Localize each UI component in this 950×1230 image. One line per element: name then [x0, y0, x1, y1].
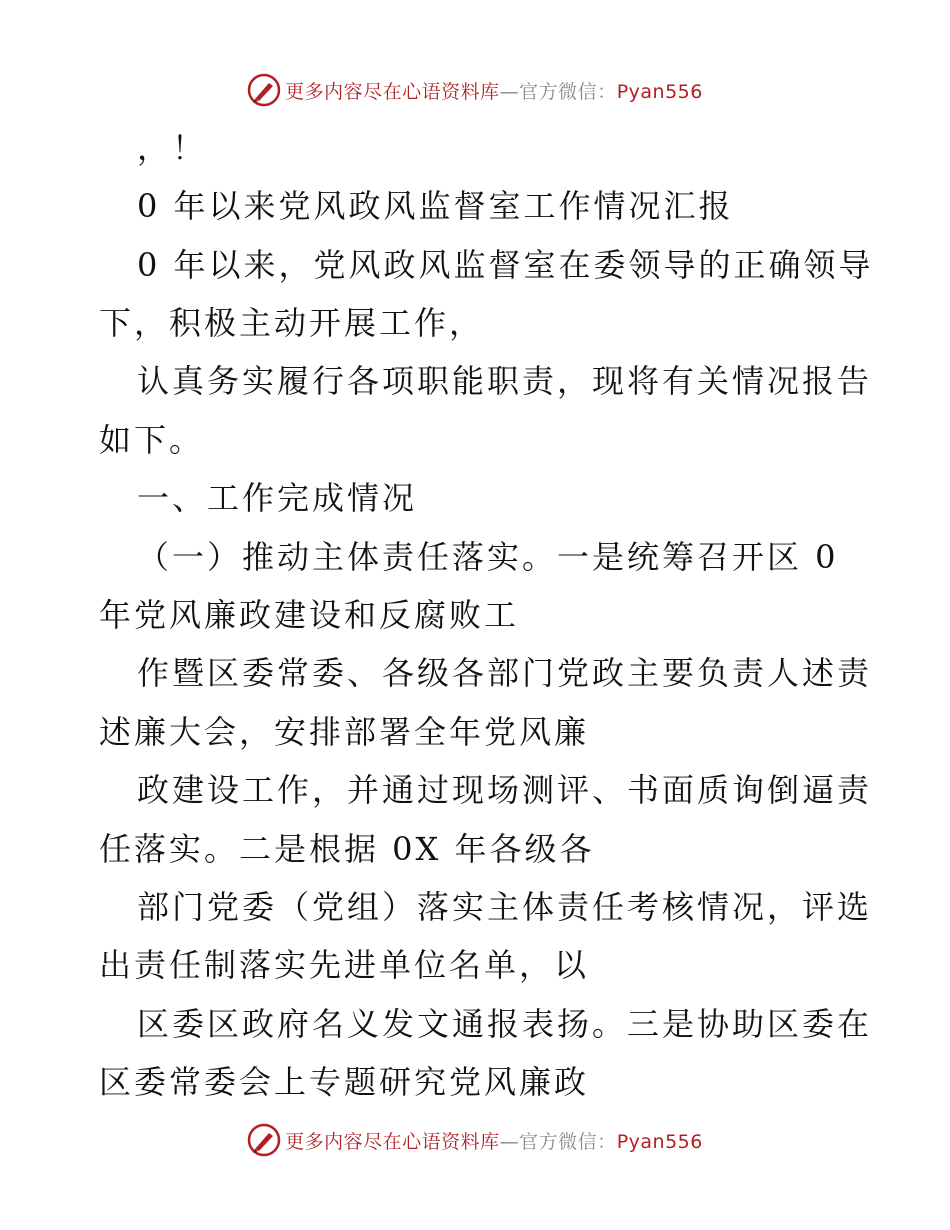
footer-watermark — [0, 1120, 950, 1160]
watermark-separator: — — [499, 80, 520, 103]
text-line: 政建设工作，并通过现场测评、书面质询倒逼责 — [137, 771, 873, 809]
watermark-main: 更多内容尽在心语资料库 — [285, 1130, 500, 1153]
text-line: 出责任制落实先进单位名单，以 — [99, 946, 590, 984]
section-heading: 一、工作完成情况 — [137, 479, 418, 517]
text-line: 0 年以来，党风政风监督室在委领导的正确领导 — [137, 246, 874, 284]
pen-logo-icon — [247, 1123, 281, 1157]
watermark-wechat-label: 官方微信： — [519, 1130, 617, 1153]
watermark-text — [285, 1127, 703, 1154]
text-line: （一）推动主体责任落实。一是统筹召开区 0 — [137, 538, 839, 576]
watermark-wechat-id: Pyan556 — [616, 80, 703, 103]
text-line: 部门党委（党组）落实主体责任考核情况，评选 — [137, 888, 873, 926]
header-watermark — [0, 70, 950, 110]
text-line: 如下。 — [99, 421, 205, 459]
watermark-separator: — — [499, 1130, 520, 1153]
text-line: 作暨区委常委、各级各部门党政主要负责人述责 — [137, 654, 873, 692]
watermark-main: 更多内容尽在心语资料库 — [285, 80, 500, 103]
text-line: 认真务实履行各项职能职责，现将有关情况报告 — [137, 362, 873, 400]
text-line: 述廉大会，安排部署全年党风廉 — [99, 713, 590, 751]
text-line: ，！ — [137, 129, 208, 167]
text-line: 任落实。二是根据 0X 年各级各 — [99, 830, 595, 868]
watermark-wechat-id: Pyan556 — [616, 1130, 703, 1153]
text-line: 下，积极主动开展工作， — [99, 304, 485, 342]
text-line: 区委区政府名义发文通报表扬。三是协助区委在 — [137, 1005, 873, 1043]
watermark-wechat-label: 官方微信： — [519, 80, 617, 103]
text-line: 区委常委会上专题研究党风廉政 — [99, 1063, 590, 1101]
text-line: 年党风廉政建设和反腐败工 — [99, 596, 520, 634]
pen-logo-icon — [247, 73, 281, 107]
document-title: 0 年以来党风政风监督室工作情况汇报 — [137, 187, 734, 225]
watermark-text — [285, 77, 703, 104]
